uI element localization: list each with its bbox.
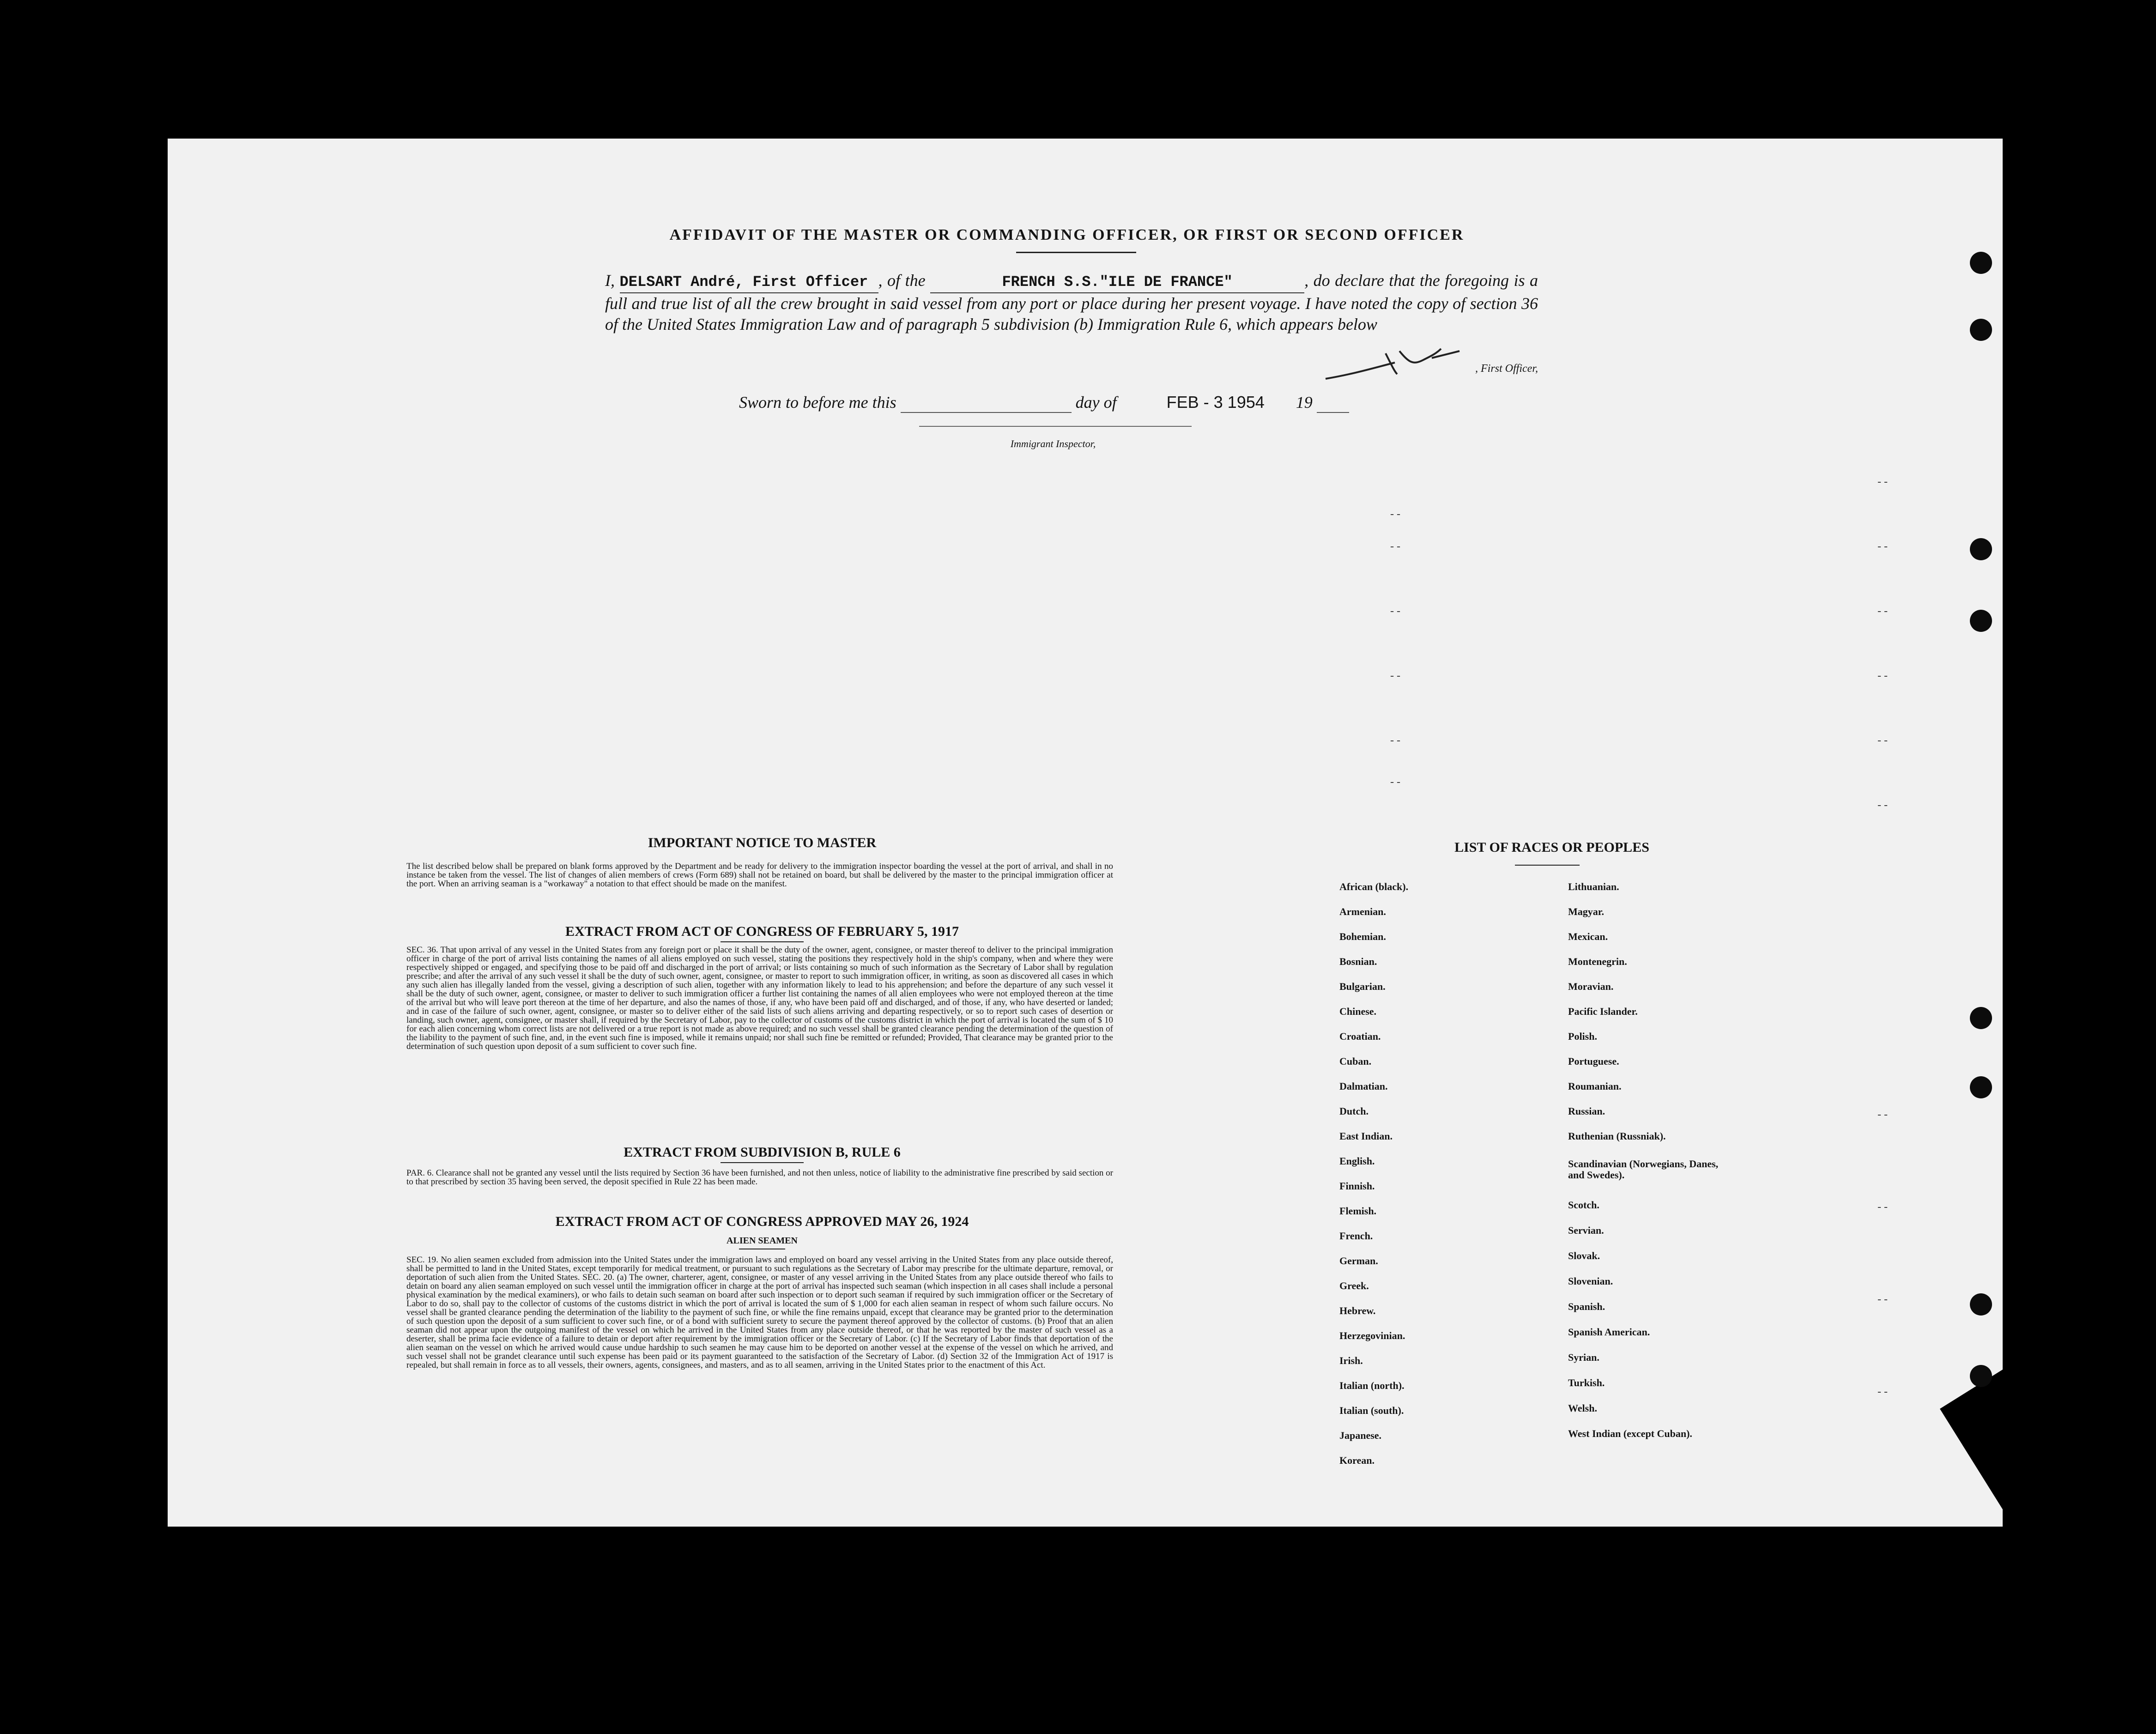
year-prefix: 19 [1296,393,1313,412]
column-mark: - - [1877,1293,1888,1305]
race-item: Croatian. [1339,1031,1381,1042]
race-item: Armenian. [1339,906,1386,917]
column-mark: - - [1390,734,1400,746]
race-item: Greek. [1339,1280,1369,1291]
binder-hole [1970,1365,1992,1387]
sworn-line [739,393,1432,413]
binder-hole [1970,1293,1992,1316]
declare-text: , do declare [1304,271,1384,290]
race-item: Magyar. [1568,906,1605,917]
column-mark: - - [1390,670,1400,682]
race-item: French. [1339,1230,1373,1242]
column-mark: - - [1877,1386,1888,1398]
paragraph-6-text: PAR. 6. Clearance shall not be granted any vessel until the lists required by Section 36 have been furnished, and not then unless, notice of liability to the administrative fine prescribed by said section or to that prescribed by section 35 having been served, the deposit specified in Rule 22 has been made. [406,1168,1113,1187]
binder-hole [1970,610,1992,632]
binder-hole [1970,538,1992,560]
race-item: Chinese. [1339,1006,1377,1017]
race-item: Polish. [1568,1031,1597,1042]
affidavit-declaration [605,270,1538,335]
notice-title: IMPORTANT NOTICE TO MASTER [648,835,877,850]
affidavit-title: AFFIDAVIT OF THE MASTER OR COMMANDING OFFICER, OR FIRST OR SECOND OFFICER [669,226,1465,243]
column-mark: - - [1877,1109,1888,1121]
race-item: Montenegrin. [1568,956,1627,967]
race-item: Flemish. [1339,1205,1377,1217]
affidavit-i: I, [605,271,615,290]
officer-signature [1316,335,1533,386]
race-item: Pacific Islander. [1568,1006,1638,1017]
race-item: Dutch. [1339,1105,1369,1117]
race-item: Japanese. [1339,1430,1382,1441]
notice-text: The list described below shall be prepared on blank forms approved by the Department and be ready for delivery to the immigration inspector boarding the vessel at the port of arrival, and shall in no instance be taken from the vessel. The list of changes of alien members of crews (Form 689) shall not be retained on board, but shall be delivered by the master to the principal immigration officer at the port. When an arriving seaman is a "workaway" a notation to that effect should be made on the manifest. [406,861,1113,889]
race-item: African (black). [1339,881,1409,892]
extract-rule6-title: EXTRACT FROM SUBDIVISION B, RULE 6 [624,1145,901,1160]
race-item: Mexican. [1568,931,1608,942]
alien-seamen-subtitle: ALIEN SEAMEN [727,1236,798,1246]
extract-1917-title: EXTRACT FROM ACT OF CONGRESS OF FEBRUARY 5, 1917 [565,924,959,939]
inspector-label: Immigrant Inspector, [1010,438,1096,449]
binder-hole [1970,1076,1992,1098]
section-36-text: SEC. 36. That upon arrival of any vessel in the United States from any foreign port or place it shall be the duty of the owner, agent, consignee, or master thereof to deliver to the principal immigration officer in charge of the port of arrival lists containing the names of all aliens employed on such vessel, stating the positions they respectively hold in the ship's company, when and where they were respectively shipped or engaged, and specifying those to be paid off and discharged in the port of arrival; or lists containing so much of such information as the Secretary of Labor shall by regulation prescribe; and after the arrival of any such vessel it shall be the duty of such owner, agent, consignee, or master to report to such immigration officer, in writing, as soon as discovered all cases in which any such alien has illegally landed from the vessel, giving a description of such alien, together with any information likely to lead to his apprehension; and before the departure of any such vessel it shall be the duty of such owner, agent, consignee, or master to deliver to such immigration officer a further list containing the names of all alien employees who were not employed thereon at the time of the arrival but who will leave port thereon at the time of her departure, and also the names of those, if any, who have been paid off and discharged, and of those, if any, who have deserted or landed; and in case of the failure of such owner, agent, consignee, or master so to deliver either of the said lists of such aliens arriving and departing respectively, or so to report such cases of desertion or landing, such owner, agent, consignee, or master shall, if required by the Secretary of Labor, pay to the collector of customs of the customs district in which the port of arrival is located the sum of $ 10 for each alien concerning whom correct lists are not delivered or a true report is not made as above required; and no such vessel shall be granted clearance pending the determination of the question of the liability to the payment of such fine, and, in the event such fine is imposed, while it remains unpaid; nor shall such fine be remitted or refunded; Provided, That clearance may be granted prior to the determination of such question upon deposit of a sum sufficient to cover such fine. [406,945,1113,1051]
column-mark: - - [1877,670,1888,682]
race-item: Servian. [1568,1225,1604,1236]
race-item: Cuban. [1339,1055,1372,1067]
race-item: Italian (north). [1339,1380,1405,1391]
column-mark: - - [1877,540,1888,552]
extract-underline [721,941,804,942]
race-item: Irish. [1339,1355,1363,1366]
extract-1924-title: EXTRACT FROM ACT OF CONGRESS APPROVED MAY 26, 1924 [555,1214,969,1229]
race-item: Turkish. [1568,1377,1605,1388]
sworn-text: Sworn to before me this [739,393,896,412]
vessel-name: FRENCH S.S."ILE DE FRANCE" [930,272,1304,293]
column-mark: - - [1390,540,1400,552]
race-item: Syrian. [1568,1352,1599,1363]
column-mark: - - [1390,605,1400,617]
race-item: Slovenian. [1568,1275,1613,1287]
races-underline [1515,865,1580,866]
race-item: Korean. [1339,1455,1375,1466]
day-of-text: day of [1075,393,1117,412]
year-blank [1317,393,1349,413]
column-mark: - - [1390,776,1400,788]
race-item: German. [1339,1255,1378,1267]
race-item: Moravian. [1568,981,1614,992]
binder-hole [1970,1007,1992,1029]
declaration-body: that the foregoing is a full and true list of all the crew brought in said vessel from any port or place during her present voyage. I have noted the copy of section 36 of the United States Immigration Law and of paragraph 5 subdivision (b) Immigration Rule 6, which appears below [605,271,1538,333]
race-item: Finnish. [1339,1180,1375,1192]
race-item: Scandinavian (Norwegians, Danes, and Swedes). [1568,1158,1719,1181]
race-item: Bulgarian. [1339,981,1386,992]
race-item: Welsh. [1568,1402,1597,1414]
race-item: Spanish. [1568,1301,1605,1312]
binder-hole [1970,319,1992,341]
race-item: Dalmatian. [1339,1080,1388,1092]
day-blank [901,393,1072,413]
column-mark: - - [1877,799,1888,811]
race-item: Italian (south). [1339,1405,1404,1416]
officer-name: DELSART André, First Officer [620,272,878,293]
date-stamp: FEB - 3 1954 [1166,393,1265,412]
column-mark: - - [1877,734,1888,746]
column-mark: - - [1877,605,1888,617]
race-item: Spanish American. [1568,1326,1650,1338]
race-item: Slovak. [1568,1250,1600,1261]
officer-title-line: , First Officer, [1475,363,1538,375]
title-underline [1016,252,1136,253]
binder-hole [1970,252,1992,274]
race-item: Russian. [1568,1105,1605,1117]
race-item: Ruthenian (Russniak). [1568,1130,1666,1142]
race-item: English. [1339,1155,1375,1167]
race-item: Portuguese. [1568,1055,1619,1067]
column-mark: - - [1390,508,1400,520]
extract-underline [721,1162,804,1163]
race-item: East Indian. [1339,1130,1393,1142]
inspector-signature-line [919,426,1192,427]
races-title: LIST OF RACES OR PEOPLES [1454,840,1649,855]
race-item: Lithuanian. [1568,881,1619,892]
race-item: Scotch. [1568,1199,1599,1211]
race-item: Bohemian. [1339,931,1386,942]
race-item: West Indian (except Cuban). [1568,1428,1692,1439]
section-19-20-text: SEC. 19. No alien seamen excluded from admission into the United States under the immigration laws and employed on board any vessel arriving in the United States from any place outside thereof, shall be permitted to land in the United States, except temporarily for medical treatment, or pursuant to such regulations as the Secretary of Labor may prescribe for the ultimate departure, removal, or deportation of such alien from the United States. SEC. 20. (a) The owner, charterer, agent, consignee, or master of any vessel arriving in the United States from any place outside thereof who fails to detain on board any alien seaman employed on such vessel until the immigration officer in charge at the port of arrival has inspected such seaman (which inspection in all cases shall include a personal physical examination by the medical examiners), or who fails to detain such seaman on board after such inspection or to deport such seaman if required by such immigration officer or the Secretary of Labor to do so, shall pay to the collector of customs of the customs district in which the port of arrival is located the sum of $ 1,000 for each alien seaman in respect of whom such failure occurs. No vessel shall be granted clearance pending the determination of the liability to the payment of such fine, or while the fine remains unpaid, except that clearance may be granted prior to the determination of such question upon the deposit of a sum sufficient to cover such fine, or of a bond with sufficient surety to secure the payment thereof approved by the collector of customs. (b) Proof that an alien seaman did not appear upon the outgoing manifest of the vessel on which he arrived in the United States from any place outside thereof, or that he was reported by the master of such vessel as a deserter, shall be prima facie evidence of a failure to detain or deport after requirement by the immigration officer or the Secretary of Labor. (c) If the Secretary of Labor finds that deportation of the alien seaman on the vessel on which he arrived would cause undue hardship to such seamen he may cause him to be deported on another vessel at the expense of the vessel on which he arrived, and such vessel shall not be grandet clearance until such expense has been paid or its payment guaranteed to the satisfaction of the Secretary of Labor. (d) Section 32 of the Immigration Act of 1917 is repealed, but shall remain in force as to all vessels, their owners, agents, consignees, and masters, and as to all seamen, arriving in the United States prior to the enactment of this Act. [406,1255,1113,1370]
race-item: Herzegovinian. [1339,1330,1405,1341]
column-mark: - - [1877,476,1888,488]
of-the-text: , of the [878,271,926,290]
column-mark: - - [1877,1201,1888,1213]
race-item: Roumanian. [1568,1080,1622,1092]
race-item: Bosnian. [1339,956,1377,967]
race-item: Hebrew. [1339,1305,1376,1316]
